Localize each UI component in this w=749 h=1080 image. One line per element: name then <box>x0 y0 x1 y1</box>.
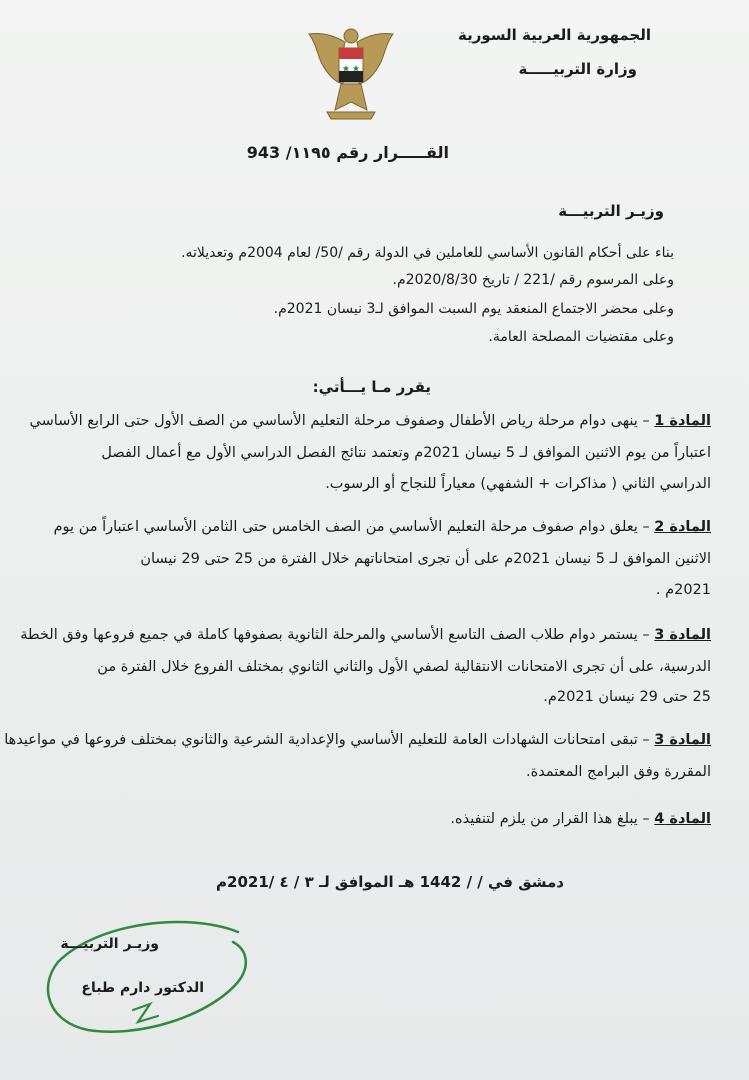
article-1-line: الدراسي الثاني ( مذاكرات + الشفهي) معياراً للنجاح أو الرسوب. <box>325 476 711 492</box>
article-3-line: 25 حتى 29 نيسان 2021م. <box>543 689 711 705</box>
article-3b-line: المقررة وفق البرامج المعتمدة. <box>526 764 711 780</box>
article-2-line: 2021م . <box>655 582 711 598</box>
ministry-header: وزارة التربيـــــة <box>518 60 637 78</box>
article-1-line: اعتباراً من يوم الاثنين الموافق لـ 5 نيسان 2021م وتعتمد نتائج الفصل الدراسي الأول مع أعمال الفصل <box>101 445 711 461</box>
article-label: المادة 1 <box>654 413 711 429</box>
article-label: المادة 4 <box>654 811 711 827</box>
article-label: المادة 2 <box>654 519 711 535</box>
article-2-line: الاثنين الموافق لـ 5 نيسان 2021م على أن تجرى امتحاناتهم خلال الفترة من 25 حتى 29 نيسان <box>140 551 711 567</box>
preamble-line: وعلى محضر الاجتماع المنعقد يوم السبت الموافق لـ3 نيسان 2021م. <box>273 301 674 317</box>
preamble-line: وعلى المرسوم رقم /221 / تاريخ 2020/8/30م. <box>392 272 674 288</box>
article-3-line: الدرسية، على أن تجرى الامتحانات الانتقالية لصفي الأول والثاني الثانوي بمختلف الفروع خلال الفترة من <box>97 659 711 675</box>
article-text: – يستمر دوام طلاب الصف التاسع الأساسي والمرحلة الثانوية بصفوفها كاملة في جميع فروعها وفق الخطة <box>20 627 650 643</box>
article-text: – ينهى دوام مرحلة رياض الأطفال وصفوف مرحلة التعليم الأساسي من الصف الأول حتى الرابع الأساسي <box>29 413 650 429</box>
signature-title: وزيـر التربيـــة <box>60 936 159 952</box>
article-text: – تبقى امتحانات الشهادات العامة للتعليم الأساسي والإعدادية الشرعية والثانوي بمختلف فروعها في مواعيدها <box>4 732 650 748</box>
article-3b-line <box>4 733 711 748</box>
minister-title: وزيـر التربيـــة <box>558 202 664 220</box>
article-text: – يبلغ هذا القرار من يلزم لتنفيذه. <box>450 811 650 827</box>
article-label: المادة 3 <box>654 732 711 748</box>
republic-header: الجمهورية العربية السورية <box>458 26 651 44</box>
handwritten-signature-icon <box>38 912 253 1042</box>
decides-heading: يقرر مـا يـــأتي: <box>312 378 431 396</box>
article-4-line <box>450 812 711 827</box>
preamble-line: بناء على أحكام القانون الأساسي للعاملين في الدولة رقم /50/ لعام 2004م وتعديلاته. <box>181 245 674 261</box>
preamble-line: وعلى مقتضيات المصلحة العامة. <box>488 329 674 345</box>
decree-number: القـــــرار رقم ١١٩٥/ 943 <box>246 143 449 162</box>
article-text: – يعلق دوام صفوف مرحلة التعليم الأساسي من الصف الخامس حتى الثامن الأساسي اعتباراً من يوم <box>53 519 650 535</box>
syrian-eagle-emblem-icon <box>305 22 397 122</box>
article-label: المادة 3 <box>654 627 711 643</box>
date-line: دمشق في / / 1442 هـ الموافق لـ ٣ / ٤ /2021م <box>216 873 564 891</box>
article-2-line <box>54 520 711 535</box>
article-1-line <box>30 414 711 429</box>
signature-name: الدكتور دارم طباع <box>81 980 204 996</box>
article-3-line <box>20 628 711 643</box>
